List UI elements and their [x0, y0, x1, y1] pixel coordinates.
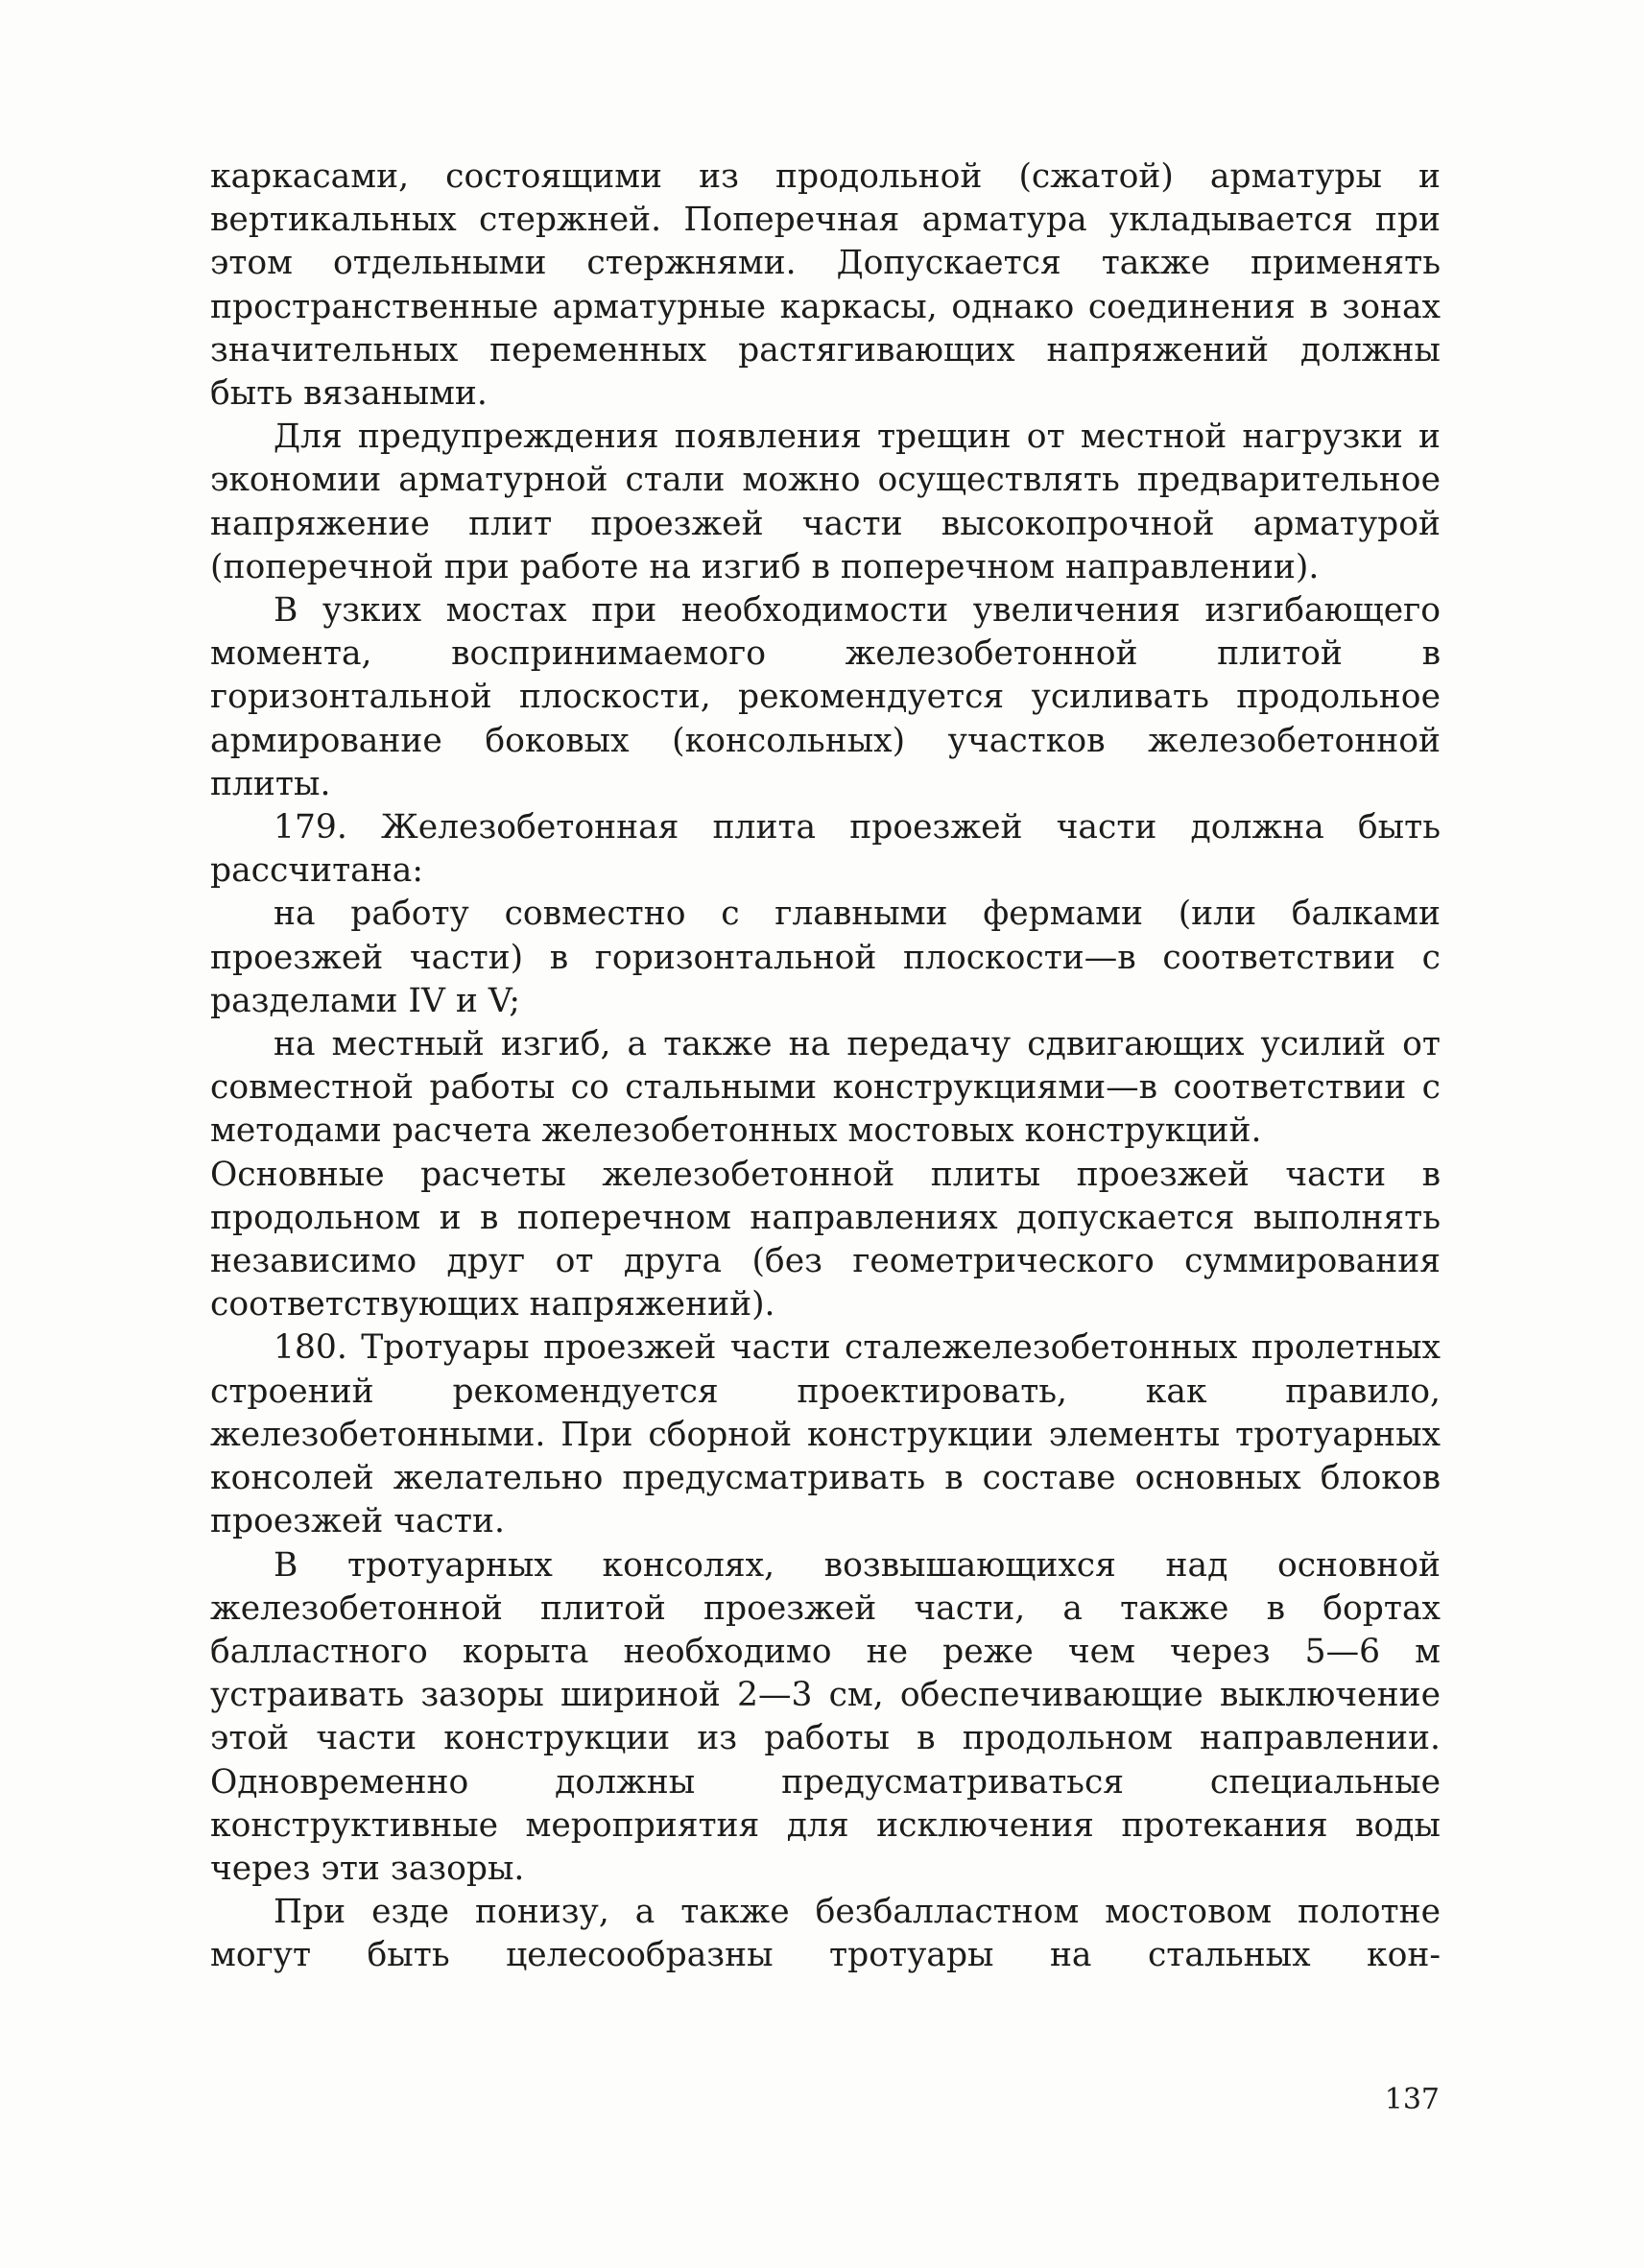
page-number: 137 [1384, 2083, 1440, 2116]
paragraph-2: Для предупреждения появления трещин от местной нагрузки и экономии арматурной стали можно осуществлять предварительное напряжение плит проезжей части высокопрочной арматурой (поперечной при работе на изгиб в поперечном направлении). [210, 418, 1441, 586]
paragraph-7: Основные расчеты железобетонной плиты проезжей части в продольном и в поперечном направлениях допускается выполнять независимо друг от друга (без геометрического суммирования соответствующих напряжений). [210, 1155, 1441, 1325]
paragraph-8-section-180: 180. Тротуары проезжей части сталежелезобетонных пролетных строений рекомендуется проектировать, как правило, железобетонными. При сборной конструкции элементы тротуарных консолей желательно предусматривать в составе основных блоков проезжей части. [210, 1328, 1441, 1541]
paragraph-5: на работу совместно с главными фермами (или балками проезжей части) в горизонтальной плоскости—в соответствии с разделами IV и V; [210, 895, 1441, 1020]
paragraph-3: В узких мостах при необходимости увеличения изгибающего момента, воспринимаемого железобетонной плитой в горизонтальной плоскости, рекомендуется усиливать продольное армирование боковых (консольных) участков железобетонной плиты. [210, 591, 1441, 803]
paragraph-10: При езде понизу, а также безбалластном мостовом полотне могут быть целесообразны тротуары на стальных кон- [210, 1893, 1441, 1975]
page-text-body [210, 155, 1441, 1978]
paragraph-1: каркасами, состоящими из продольной (сжатой) арматуры и вертикальных стержней. Поперечная арматура укладывается при этом отдельными стержнями. Допускается также применять пространственные арматурные каркасы, однако соединения в зонах значительных переменных растягивающих напряжений должны быть вязаными. [210, 157, 1441, 414]
paragraph-6: на местный изгиб, а также на передачу сдвигающих усилий от совместной работы со стальными конструкциями—в соответствии с методами расчета железобетонных мостовых конструкций. [210, 1025, 1441, 1151]
paragraph-9: В тротуарных консолях, возвышающихся над основной железобетонной плитой проезжей части, а также в бортах балластного корыта необходимо не реже чем через 5—6 м устраивать зазоры шириной 2—3 см, обеспечивающие выключение этой части конструкции из работы в продольном направлении. Одновременно должны предусматриваться специальные конструктивные мероприятия для исключения протекания воды через эти зазоры. [210, 1545, 1441, 1888]
paragraph-4-section-179: 179. Железобетонная плита проезжей части должна быть рассчитана: [210, 808, 1441, 891]
